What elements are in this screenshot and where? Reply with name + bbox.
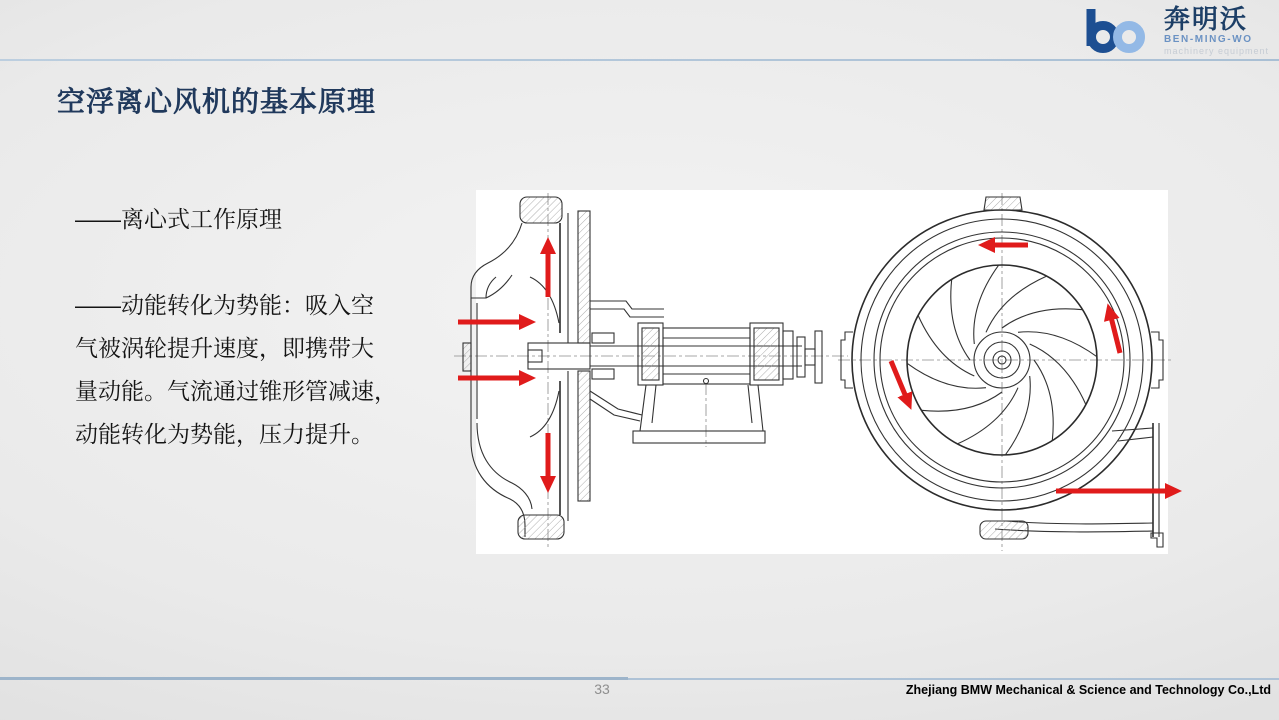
body-paragraph-line: 动能转化为势能，压力提升。 <box>75 421 374 447</box>
bottom-cap <box>980 521 1028 539</box>
logo-tagline: machinery equipment <box>1163 46 1269 56</box>
fan-principle-diagram <box>450 185 1195 565</box>
logo-bo-icon <box>1078 4 1160 56</box>
top-flange <box>984 197 1022 210</box>
logo-name-en: BEN-MING-WO <box>1163 34 1253 45</box>
logo-name-cn: 奔明沃 <box>1163 4 1248 34</box>
body-heading: ——离心式工作原理 <box>75 206 282 232</box>
body-paragraph-line: 气被涡轮提升速度，即携带大 <box>75 335 374 361</box>
header-divider-line <box>0 59 1279 61</box>
footer-divider-accent <box>0 677 628 680</box>
body-paragraph-line: 量动能。气流通过锥形管减速， <box>75 378 397 404</box>
page-number: 33 <box>594 681 610 697</box>
footer-company-name: Zhejiang BMW Mechanical & Science and Technology Co.,Ltd <box>905 683 1271 697</box>
body-paragraph <box>75 284 397 456</box>
slide-title: 空浮离心风机的基本原理 <box>57 86 377 117</box>
body-paragraph-line: ——动能转化为势能：吸入空 <box>75 292 374 318</box>
inlet-bottom-cap <box>518 515 564 539</box>
company-logo <box>1078 4 1269 57</box>
inlet-top-cap <box>520 197 562 223</box>
